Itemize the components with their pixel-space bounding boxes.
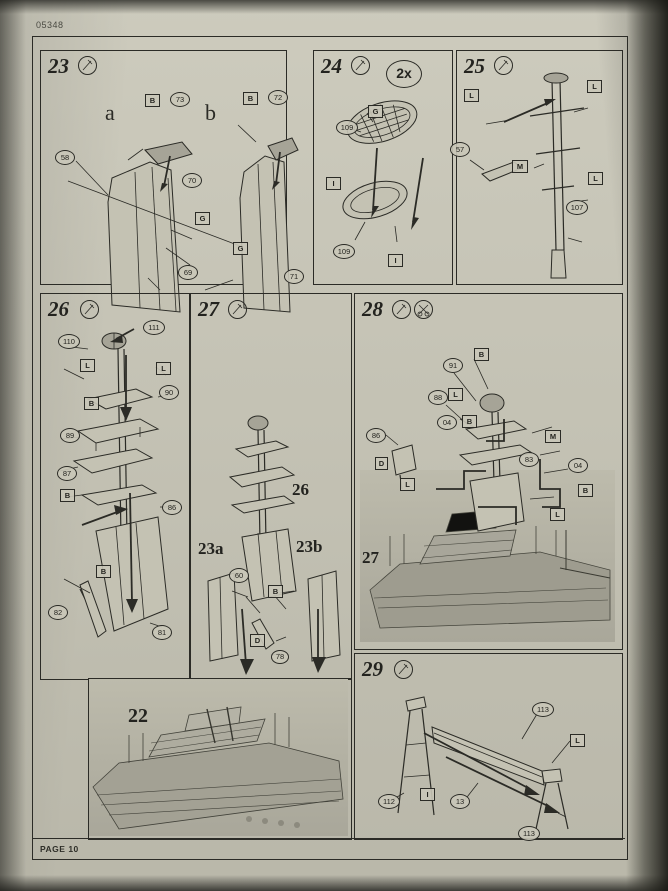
step-29-part-L: L xyxy=(570,734,585,747)
step-26-part-L-1: L xyxy=(80,359,95,372)
step-27-callout-26: 26 xyxy=(292,480,309,499)
step-26-drawing xyxy=(40,293,188,678)
step-28-part-M: M xyxy=(545,430,561,443)
step-26-part-B-1: B xyxy=(84,397,99,410)
step-26-part-110: 110 xyxy=(58,334,80,349)
step-23-part-72: 72 xyxy=(268,90,288,105)
step-28-part-L-1: L xyxy=(448,388,463,401)
step-27-callout-23b: 23b xyxy=(296,537,323,556)
step-23-part-B-2: B xyxy=(243,92,258,105)
step-24-part-109-bottom: 109 xyxy=(333,244,355,259)
step-26-part-82: 82 xyxy=(48,605,68,620)
page-edge-bottom-shadow xyxy=(0,875,668,891)
step-23-number: 23 xyxy=(48,54,69,78)
step-23-part-70: 70 xyxy=(182,173,202,188)
step-29-part-112: 112 xyxy=(378,794,400,809)
step-23-part-73: 73 xyxy=(170,92,190,107)
step-23-sub-a: a xyxy=(105,100,115,125)
step-26-part-89: 89 xyxy=(60,428,80,443)
step-25-part-57: 57 xyxy=(450,142,470,157)
step-28-part-91: 91 xyxy=(443,358,463,373)
page-edge-left-shadow xyxy=(0,0,26,891)
step-25-part-L-3: L xyxy=(588,172,603,185)
step-26-part-L-2: L xyxy=(156,362,171,375)
step-24-repeat-badge: 2x xyxy=(386,60,422,88)
step-25-number: 25 xyxy=(464,54,485,78)
step-23-part-69: 69 xyxy=(178,265,198,280)
step-25-part-L-2: L xyxy=(587,80,602,93)
page-binding-shadow xyxy=(626,0,668,891)
step-26-part-86: 86 xyxy=(162,500,182,515)
step-24-part-109-top: 109 xyxy=(336,120,358,135)
step-23-part-71: 71 xyxy=(284,269,304,284)
step-28-part-86: 86 xyxy=(366,428,386,443)
page-edge-top-shadow xyxy=(0,0,668,14)
step-28-part-L-3: L xyxy=(550,508,565,521)
step-28-part-83: 83 xyxy=(519,452,539,467)
document-code: 05348 xyxy=(36,20,64,30)
step-26-number: 26 xyxy=(48,297,69,321)
step-28-part-04-2: 04 xyxy=(568,458,588,473)
step-23-part-G-1: G xyxy=(195,212,210,225)
step-28-part-88: 88 xyxy=(428,390,448,405)
step-27-part-78: 78 xyxy=(271,650,289,664)
step-27-number: 27 xyxy=(198,297,219,321)
step-25-part-L-1: L xyxy=(464,89,479,102)
step-24-part-I-bottom: I xyxy=(388,254,403,267)
step-25-part-M: M xyxy=(512,160,528,173)
step-24-part-I-top: I xyxy=(326,177,341,190)
step-27-drawing xyxy=(190,293,350,678)
step-26-part-111: 111 xyxy=(143,320,165,335)
step-27-part-60: 60 xyxy=(229,568,249,583)
step-23-drawing xyxy=(40,50,285,283)
step-26-part-B-3: B xyxy=(96,565,111,578)
step-25-part-107: 107 xyxy=(566,200,588,215)
step-29-part-13: 13 xyxy=(450,794,470,809)
page-footer: PAGE 10 xyxy=(40,844,79,854)
step-22-number: 22 xyxy=(128,705,148,727)
step-29-part-113-bottom: 113 xyxy=(518,826,540,841)
step-26-part-B-2: B xyxy=(60,489,75,502)
step-28-part-B-1: B xyxy=(474,348,489,361)
step-27-part-D: D xyxy=(250,634,265,647)
step-28-callout-27: 27 xyxy=(362,548,379,567)
step-23-part-58: 58 xyxy=(55,150,75,165)
step-24-part-G: G xyxy=(368,105,383,118)
step-26-part-81: 81 xyxy=(152,625,172,640)
step-23-sub-b: b xyxy=(205,100,216,125)
step-28-part-D: D xyxy=(375,457,388,470)
step-27-part-B: B xyxy=(268,585,283,598)
step-23-part-G-2: G xyxy=(233,242,248,255)
step-22-photo xyxy=(89,679,348,836)
step-26-part-90: 90 xyxy=(159,385,179,400)
step-29-part-113-top: 113 xyxy=(532,702,554,717)
step-26-part-87: 87 xyxy=(57,466,77,481)
step-23-part-B-1: B xyxy=(145,94,160,107)
step-28-part-L-2: L xyxy=(400,478,415,491)
step-28-number: 28 xyxy=(362,297,383,321)
step-22-photo-detail xyxy=(89,679,348,836)
step-28-part-B-2: B xyxy=(462,415,477,428)
step-28-part-04-1: 04 xyxy=(437,415,457,430)
step-24-number: 24 xyxy=(321,54,342,78)
panel-step-22 xyxy=(88,678,352,840)
step-29-number: 29 xyxy=(362,657,383,681)
step-29-part-I: I xyxy=(420,788,435,801)
step-28-part-B-3: B xyxy=(578,484,593,497)
step-27-callout-23a: 23a xyxy=(198,539,224,558)
